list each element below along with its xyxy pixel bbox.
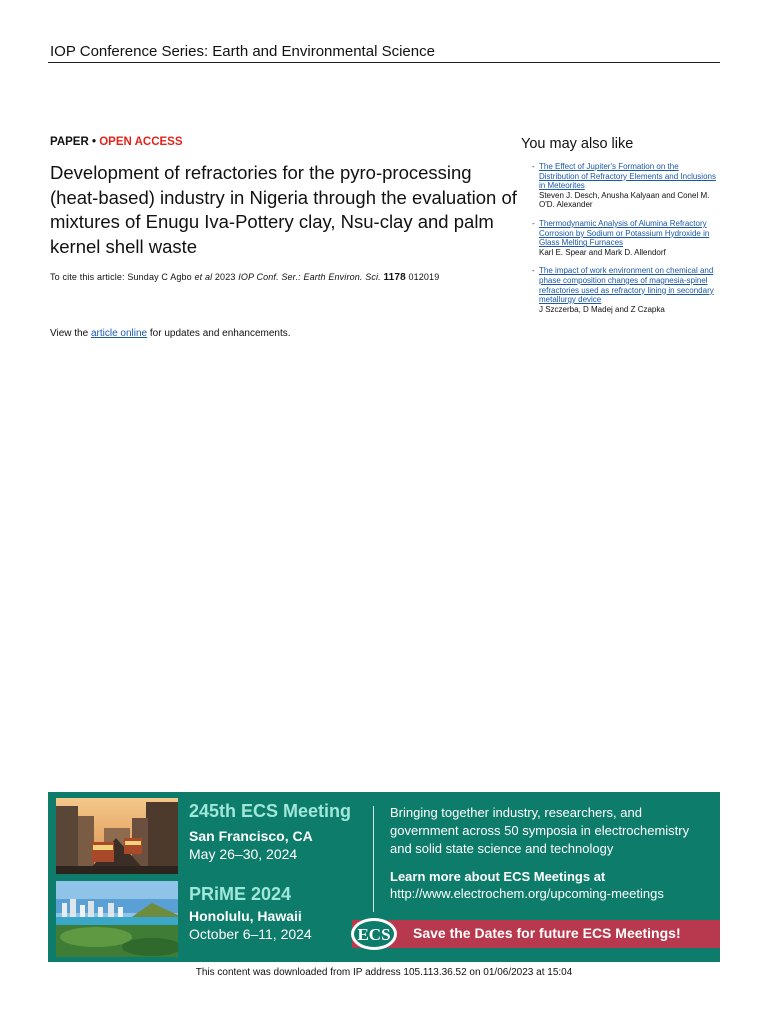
banner-description: Bringing together industry, researchers, and government across 50 symposia in electrochemistry and solid state science and technology — [390, 805, 690, 856]
view-online-text — [50, 328, 291, 339]
honolulu-photo — [56, 881, 178, 957]
banner-learn-more: Learn more about ECS Meetings at — [390, 869, 606, 884]
view-online-after: for updates and enhancements. — [147, 328, 291, 339]
citation-article-no: 012019 — [408, 272, 440, 282]
article-online-link[interactable]: article online — [90, 328, 148, 339]
ecs-logo-icon — [350, 916, 398, 952]
related-list — [532, 162, 719, 323]
paper-label: PAPER — [50, 136, 89, 148]
related-item — [532, 162, 719, 210]
journal-title: IOP Conference Series: Earth and Environmental Science — [50, 43, 435, 60]
ecs-logo-text: ECS — [357, 925, 391, 944]
view-online-before: View the — [50, 328, 91, 339]
meeting-date-2: October 6–11, 2024 — [189, 926, 312, 942]
citation-prefix: To cite this article: Sunday C Agbo — [50, 272, 192, 282]
related-link[interactable]: The Effect of Jupiter's Formation on the Distribution of Refractory Elements and Inclusions in Meteorites — [539, 162, 716, 191]
related-link[interactable]: The impact of work environment on chemical and phase composition changes of magnesia-spinel refractories used as refractory lining in secondary metallurgy device — [539, 266, 714, 305]
separator: • — [91, 136, 97, 148]
meeting-title-2: PRiME 2024 — [189, 884, 292, 904]
download-notice: This content was downloaded from IP address 105.113.36.52 on 01/06/2023 at 15:04 — [195, 967, 573, 978]
related-heading: You may also like — [521, 136, 634, 152]
meeting-city-1: San Francisco, CA — [189, 828, 313, 844]
related-item — [532, 266, 719, 314]
related-authors: J Szczerba, D Madej and Z Czapka — [539, 304, 665, 314]
citation-journal: IOP Conf. Ser.: Earth Environ. Sci. — [238, 272, 381, 282]
article-title: Development of refractories for the pyro-processing (heat-based) industry in Nigeria through the evaluation of mixtures of Enugu Iva-Pottery clay, Nsu-clay and palm kernel shell waste — [50, 162, 517, 257]
header-rule — [48, 62, 720, 63]
meeting-date-1: May 26–30, 2024 — [189, 846, 298, 862]
san-francisco-photo — [56, 798, 178, 874]
citation — [50, 272, 439, 283]
open-access-label: OPEN ACCESS — [99, 136, 183, 148]
list-dash: - — [532, 266, 535, 276]
citation-volume: 1178 — [383, 272, 406, 283]
meeting-title-1: 245th ECS Meeting — [189, 801, 352, 821]
citation-etal: et al — [194, 272, 213, 282]
related-authors: Steven J. Desch, Anusha Kalyaan and Conel M. O'D. Alexander — [539, 190, 710, 210]
save-dates-text: Save the Dates for future ECS Meetings! — [413, 925, 681, 941]
related-authors: Karl E. Spear and Mark D. Allendorf — [539, 247, 666, 257]
list-dash: - — [532, 218, 535, 228]
related-item — [532, 218, 719, 257]
article-type — [50, 136, 183, 148]
meeting-city-2: Honolulu, Hawaii — [189, 908, 302, 924]
list-dash: - — [532, 162, 535, 171]
banner-divider — [373, 806, 374, 912]
citation-year: 2023 — [214, 272, 236, 282]
banner-url-link[interactable]: http://www.electrochem.org/upcoming-meetings — [390, 886, 664, 901]
related-link[interactable]: Thermodynamic Analysis of Alumina Refractory Corrosion by Sodium or Potassium Hydroxide in Glass Melting Furnaces — [539, 218, 710, 248]
